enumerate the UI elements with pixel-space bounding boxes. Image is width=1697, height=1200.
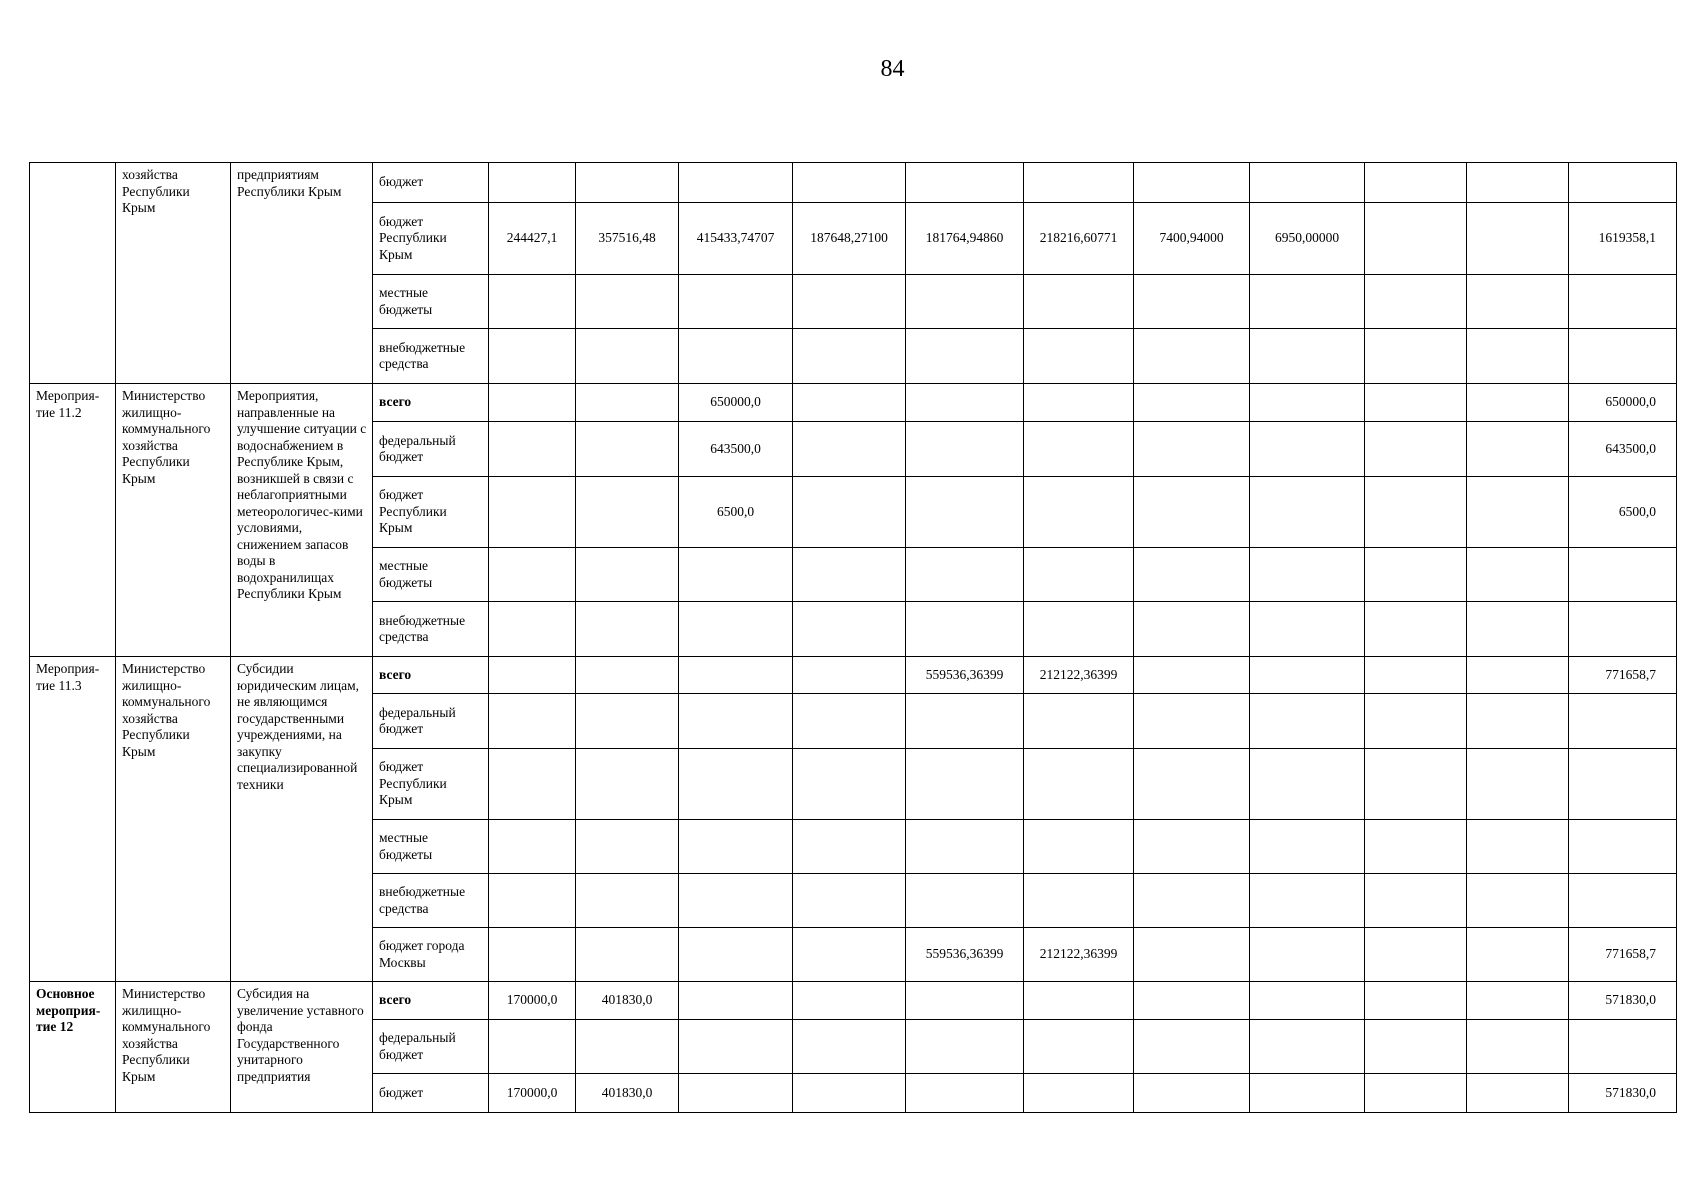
table-row xyxy=(30,163,1677,203)
year-value-cell: 218216,60771 xyxy=(1024,203,1134,275)
funding-source-cell: внебюджетные средства xyxy=(373,602,489,657)
year-value-cell xyxy=(1467,548,1569,602)
total-value-cell: 643500,0 xyxy=(1569,422,1677,477)
year-value-cell xyxy=(1467,329,1569,384)
year-value-cell xyxy=(1467,749,1569,820)
year-value-cell xyxy=(1250,384,1365,422)
year-value-cell xyxy=(1024,1020,1134,1074)
year-value-cell xyxy=(489,874,576,928)
page-number: 84 xyxy=(880,56,905,82)
total-value-cell xyxy=(1569,329,1677,384)
year-value-cell xyxy=(679,548,793,602)
year-value-cell xyxy=(489,602,576,657)
year-value-cell xyxy=(906,477,1024,548)
year-value-cell xyxy=(1024,384,1134,422)
year-value-cell xyxy=(1250,749,1365,820)
year-value-cell xyxy=(576,477,679,548)
year-value-cell xyxy=(1467,602,1569,657)
year-value-cell xyxy=(793,820,906,874)
total-value-cell xyxy=(1569,874,1677,928)
year-value-cell xyxy=(489,329,576,384)
year-value-cell xyxy=(1024,422,1134,477)
year-value-cell xyxy=(1024,1074,1134,1113)
year-value-cell xyxy=(1365,749,1467,820)
total-value-cell: 1619358,1 xyxy=(1569,203,1677,275)
year-value-cell xyxy=(1024,477,1134,548)
year-value-cell xyxy=(1365,477,1467,548)
year-value-cell xyxy=(1467,874,1569,928)
year-value-cell: 170000,0 xyxy=(489,982,576,1020)
year-value-cell xyxy=(1365,275,1467,329)
year-value-cell xyxy=(679,1020,793,1074)
year-value-cell xyxy=(1250,1020,1365,1074)
year-value-cell xyxy=(679,749,793,820)
year-value-cell: 7400,94000 xyxy=(1134,203,1250,275)
description-cell: Мероприятия, направленные на улучшение ситуации с водоснабжением в Республике Крым, возникшей в связи с неблагоприятными метеорологичес-кими условиями, снижением запасов воды в водохранилищах Республики Крым xyxy=(231,384,373,657)
executor-cell: Министерство жилищно-коммунального хозяйства Республики Крым xyxy=(116,982,231,1113)
year-value-cell xyxy=(1024,982,1134,1020)
year-value-cell: 212122,36399 xyxy=(1024,657,1134,694)
total-value-cell: 571830,0 xyxy=(1569,1074,1677,1113)
description-cell: Субсидия на увеличение уставного фонда Государственного унитарного предприятия xyxy=(231,982,373,1113)
year-value-cell xyxy=(1365,1020,1467,1074)
year-value-cell xyxy=(576,548,679,602)
year-value-cell xyxy=(1467,928,1569,982)
year-value-cell xyxy=(1024,163,1134,203)
year-value-cell xyxy=(576,275,679,329)
year-value-cell xyxy=(1134,275,1250,329)
year-value-cell xyxy=(793,275,906,329)
total-value-cell xyxy=(1569,1020,1677,1074)
year-value-cell xyxy=(793,1074,906,1113)
year-value-cell xyxy=(793,874,906,928)
total-value-cell: 6500,0 xyxy=(1569,477,1677,548)
year-value-cell xyxy=(1467,203,1569,275)
year-value-cell: 212122,36399 xyxy=(1024,928,1134,982)
year-value-cell xyxy=(576,694,679,749)
year-value-cell xyxy=(1250,657,1365,694)
year-value-cell xyxy=(906,329,1024,384)
year-value-cell xyxy=(489,163,576,203)
year-value-cell xyxy=(1134,928,1250,982)
year-value-cell xyxy=(1365,982,1467,1020)
year-value-cell xyxy=(906,694,1024,749)
year-value-cell xyxy=(576,163,679,203)
funding-source-cell: внебюджетные средства xyxy=(373,874,489,928)
year-value-cell xyxy=(489,384,576,422)
year-value-cell xyxy=(1250,928,1365,982)
year-value-cell xyxy=(489,694,576,749)
year-value-cell xyxy=(489,657,576,694)
measure-code-cell: Мероприя-тие 11.2 xyxy=(30,384,116,657)
total-value-cell xyxy=(1569,602,1677,657)
year-value-cell xyxy=(576,749,679,820)
funding-table xyxy=(29,162,1677,1113)
year-value-cell xyxy=(1134,749,1250,820)
table-row xyxy=(30,982,1677,1020)
year-value-cell xyxy=(793,163,906,203)
year-value-cell xyxy=(793,602,906,657)
total-value-cell: 771658,7 xyxy=(1569,928,1677,982)
year-value-cell xyxy=(679,163,793,203)
year-value-cell xyxy=(1134,163,1250,203)
funding-source-cell: местные бюджеты xyxy=(373,275,489,329)
year-value-cell: 244427,1 xyxy=(489,203,576,275)
year-value-cell xyxy=(906,1074,1024,1113)
year-value-cell xyxy=(1467,657,1569,694)
year-value-cell xyxy=(1467,982,1569,1020)
year-value-cell xyxy=(576,1020,679,1074)
measure-code-cell: Мероприя-тие 11.3 xyxy=(30,657,116,982)
table-row xyxy=(30,384,1677,422)
year-value-cell xyxy=(1250,820,1365,874)
year-value-cell xyxy=(906,749,1024,820)
year-value-cell xyxy=(1250,329,1365,384)
funding-source-cell: федеральный бюджет xyxy=(373,694,489,749)
funding-source-cell: федеральный бюджет xyxy=(373,1020,489,1074)
description-cell: Субсидии юридическим лицам, не являющимся государственными учреждениями, на закупку специализированной техники xyxy=(231,657,373,982)
year-value-cell xyxy=(679,657,793,694)
funding-source-cell: местные бюджеты xyxy=(373,548,489,602)
year-value-cell xyxy=(1365,1074,1467,1113)
year-value-cell xyxy=(793,749,906,820)
year-value-cell xyxy=(793,694,906,749)
year-value-cell: 415433,74707 xyxy=(679,203,793,275)
year-value-cell xyxy=(679,1074,793,1113)
year-value-cell xyxy=(1134,422,1250,477)
year-value-cell xyxy=(576,384,679,422)
year-value-cell xyxy=(1365,657,1467,694)
year-value-cell xyxy=(1250,477,1365,548)
year-value-cell: 401830,0 xyxy=(576,982,679,1020)
year-value-cell xyxy=(1467,477,1569,548)
year-value-cell xyxy=(679,275,793,329)
total-value-cell xyxy=(1569,548,1677,602)
funding-source-cell: бюджет Республики Крым xyxy=(373,203,489,275)
year-value-cell xyxy=(793,657,906,694)
year-value-cell xyxy=(793,477,906,548)
measure-code-cell: Основное мероприя-тие 12 xyxy=(30,982,116,1113)
year-value-cell xyxy=(906,384,1024,422)
funding-source-cell: бюджет города Москвы xyxy=(373,928,489,982)
year-value-cell xyxy=(793,422,906,477)
year-value-cell xyxy=(576,329,679,384)
year-value-cell xyxy=(1134,602,1250,657)
funding-source-cell: всего xyxy=(373,657,489,694)
funding-source-cell: бюджет Республики Крым xyxy=(373,749,489,820)
total-value-cell: 650000,0 xyxy=(1569,384,1677,422)
year-value-cell xyxy=(489,820,576,874)
year-value-cell xyxy=(906,982,1024,1020)
year-value-cell xyxy=(1134,1074,1250,1113)
year-value-cell xyxy=(1024,694,1134,749)
year-value-cell xyxy=(1365,203,1467,275)
year-value-cell xyxy=(1134,329,1250,384)
year-value-cell xyxy=(1467,820,1569,874)
year-value-cell xyxy=(1467,163,1569,203)
executor-cell: Министерство жилищно-коммунального хозяйства Республики Крым xyxy=(116,384,231,657)
year-value-cell xyxy=(489,749,576,820)
year-value-cell xyxy=(1250,982,1365,1020)
year-value-cell xyxy=(793,384,906,422)
funding-source-cell: всего xyxy=(373,982,489,1020)
year-value-cell: 6500,0 xyxy=(679,477,793,548)
year-value-cell: 187648,27100 xyxy=(793,203,906,275)
year-value-cell xyxy=(489,275,576,329)
funding-source-cell: внебюджетные средства xyxy=(373,329,489,384)
funding-source-cell: всего xyxy=(373,384,489,422)
year-value-cell xyxy=(1467,694,1569,749)
year-value-cell xyxy=(1467,1074,1569,1113)
year-value-cell xyxy=(1024,275,1134,329)
year-value-cell xyxy=(576,602,679,657)
year-value-cell xyxy=(1024,874,1134,928)
year-value-cell xyxy=(906,820,1024,874)
year-value-cell xyxy=(1024,820,1134,874)
year-value-cell: 181764,94860 xyxy=(906,203,1024,275)
funding-source-cell: бюджет Республики Крым xyxy=(373,477,489,548)
year-value-cell xyxy=(1467,422,1569,477)
description-cell: предприятиям Республики Крым xyxy=(231,163,373,384)
year-value-cell xyxy=(489,477,576,548)
year-value-cell xyxy=(576,928,679,982)
year-value-cell xyxy=(1134,694,1250,749)
year-value-cell xyxy=(906,422,1024,477)
year-value-cell: 6950,00000 xyxy=(1250,203,1365,275)
total-value-cell xyxy=(1569,694,1677,749)
year-value-cell xyxy=(489,548,576,602)
year-value-cell xyxy=(793,548,906,602)
year-value-cell xyxy=(576,422,679,477)
executor-cell: хозяйства Республики Крым xyxy=(116,163,231,384)
year-value-cell xyxy=(1134,874,1250,928)
year-value-cell xyxy=(1365,329,1467,384)
year-value-cell xyxy=(679,602,793,657)
funding-source-cell: местные бюджеты xyxy=(373,820,489,874)
year-value-cell xyxy=(1365,422,1467,477)
year-value-cell: 401830,0 xyxy=(576,1074,679,1113)
year-value-cell xyxy=(906,602,1024,657)
total-value-cell xyxy=(1569,749,1677,820)
year-value-cell xyxy=(793,329,906,384)
year-value-cell xyxy=(1024,749,1134,820)
year-value-cell xyxy=(1250,694,1365,749)
year-value-cell xyxy=(906,1020,1024,1074)
funding-source-cell: федеральный бюджет xyxy=(373,422,489,477)
year-value-cell: 650000,0 xyxy=(679,384,793,422)
year-value-cell: 559536,36399 xyxy=(906,928,1024,982)
year-value-cell xyxy=(906,874,1024,928)
year-value-cell xyxy=(1134,548,1250,602)
year-value-cell xyxy=(906,163,1024,203)
year-value-cell xyxy=(576,820,679,874)
total-value-cell xyxy=(1569,275,1677,329)
table-row xyxy=(30,657,1677,694)
measure-code-cell xyxy=(30,163,116,384)
year-value-cell xyxy=(1250,874,1365,928)
year-value-cell xyxy=(793,1020,906,1074)
year-value-cell xyxy=(1134,477,1250,548)
year-value-cell xyxy=(576,657,679,694)
year-value-cell xyxy=(679,329,793,384)
total-value-cell xyxy=(1569,163,1677,203)
year-value-cell xyxy=(1250,422,1365,477)
total-value-cell: 771658,7 xyxy=(1569,657,1677,694)
year-value-cell xyxy=(489,928,576,982)
year-value-cell xyxy=(1250,548,1365,602)
year-value-cell xyxy=(1134,1020,1250,1074)
year-value-cell xyxy=(1134,820,1250,874)
year-value-cell xyxy=(1365,384,1467,422)
year-value-cell: 357516,48 xyxy=(576,203,679,275)
year-value-cell xyxy=(1467,1020,1569,1074)
year-value-cell: 559536,36399 xyxy=(906,657,1024,694)
year-value-cell xyxy=(1024,602,1134,657)
year-value-cell xyxy=(906,548,1024,602)
year-value-cell xyxy=(679,928,793,982)
funding-source-cell: бюджет xyxy=(373,1074,489,1113)
year-value-cell xyxy=(1250,602,1365,657)
year-value-cell xyxy=(1467,384,1569,422)
year-value-cell xyxy=(793,982,906,1020)
year-value-cell xyxy=(793,928,906,982)
year-value-cell xyxy=(1365,928,1467,982)
executor-cell: Министерство жилищно-коммунального хозяйства Республики Крым xyxy=(116,657,231,982)
year-value-cell: 170000,0 xyxy=(489,1074,576,1113)
year-value-cell xyxy=(679,874,793,928)
year-value-cell xyxy=(1365,820,1467,874)
year-value-cell xyxy=(1365,874,1467,928)
year-value-cell xyxy=(906,275,1024,329)
year-value-cell xyxy=(679,982,793,1020)
year-value-cell xyxy=(1024,548,1134,602)
year-value-cell xyxy=(1250,275,1365,329)
total-value-cell: 571830,0 xyxy=(1569,982,1677,1020)
year-value-cell: 643500,0 xyxy=(679,422,793,477)
year-value-cell xyxy=(1365,163,1467,203)
year-value-cell xyxy=(1365,694,1467,749)
year-value-cell xyxy=(679,694,793,749)
year-value-cell xyxy=(1467,275,1569,329)
year-value-cell xyxy=(1250,1074,1365,1113)
total-value-cell xyxy=(1569,820,1677,874)
funding-source-cell: бюджет xyxy=(373,163,489,203)
year-value-cell xyxy=(1134,982,1250,1020)
year-value-cell xyxy=(1365,548,1467,602)
year-value-cell xyxy=(489,422,576,477)
year-value-cell xyxy=(1250,163,1365,203)
year-value-cell xyxy=(1134,657,1250,694)
year-value-cell xyxy=(679,820,793,874)
year-value-cell xyxy=(576,874,679,928)
year-value-cell xyxy=(489,1020,576,1074)
year-value-cell xyxy=(1365,602,1467,657)
year-value-cell xyxy=(1134,384,1250,422)
year-value-cell xyxy=(1024,329,1134,384)
